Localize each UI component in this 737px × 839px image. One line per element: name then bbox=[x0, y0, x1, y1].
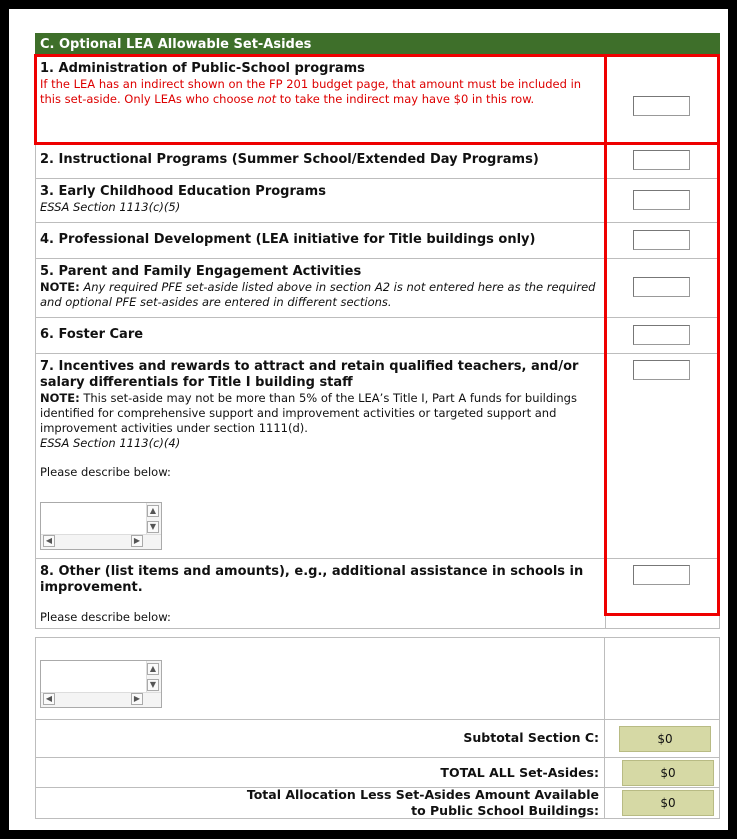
row-administration bbox=[35, 56, 720, 143]
scroll-down-icon[interactable]: ▼ bbox=[147, 679, 159, 691]
row-title: 1. Administration of Public-School programs bbox=[40, 61, 365, 76]
scroll-up-icon[interactable]: ▲ bbox=[147, 663, 159, 675]
set-asides-panel bbox=[27, 22, 719, 819]
row-citation: ESSA Section 1113(c)(5) bbox=[40, 200, 181, 214]
administration-amount-input[interactable] bbox=[633, 96, 690, 116]
row-instructional bbox=[35, 143, 720, 179]
row-title: 7. Incentives and rewards to attract and retain qualified teachers, and/or salary differentials for Title I building staff bbox=[40, 359, 579, 390]
section-header: C. Optional LEA Allowable Set-Asides bbox=[35, 33, 720, 56]
total-row bbox=[36, 758, 719, 788]
row-title: 2. Instructional Programs (Summer School/Extended Day Programs) bbox=[40, 152, 539, 167]
row-note: NOTE: Any required PFE set-aside listed above in section A2 is not entered here as the required and optional PFE set-asides are entered in different sections. bbox=[40, 280, 596, 309]
incentives-description-textarea[interactable] bbox=[40, 502, 162, 550]
horizontal-scrollbar[interactable] bbox=[41, 534, 161, 549]
total-label: TOTAL ALL Set-Asides: bbox=[440, 765, 599, 780]
subtotal-label: Subtotal Section C: bbox=[463, 730, 599, 745]
row-title: 6. Foster Care bbox=[40, 327, 144, 342]
row-title: 4. Professional Development (LEA initiative for Title buildings only) bbox=[40, 232, 536, 247]
page bbox=[9, 9, 728, 830]
scroll-left-icon[interactable]: ◀ bbox=[43, 693, 55, 705]
other-description-textarea[interactable] bbox=[40, 660, 162, 708]
scroll-left-icon[interactable]: ◀ bbox=[43, 535, 55, 547]
row-title: 5. Parent and Family Engagement Activities bbox=[40, 264, 362, 279]
subtotal-row bbox=[36, 720, 719, 758]
row-foster-care bbox=[35, 318, 720, 354]
allocation-label: Total Allocation Less Set-Asides Amount Available to Public School Buildings: bbox=[246, 787, 599, 818]
row-other bbox=[35, 559, 720, 629]
describe-label: Please describe below: bbox=[40, 465, 171, 479]
allocation-value: $0 bbox=[622, 790, 714, 816]
row-title: 3. Early Childhood Education Programs bbox=[40, 184, 326, 199]
incentives-amount-input[interactable] bbox=[633, 360, 690, 380]
totals-section bbox=[35, 637, 720, 819]
other-amount-input[interactable] bbox=[633, 565, 690, 585]
early-childhood-amount-input[interactable] bbox=[633, 190, 690, 210]
row-citation: ESSA Section 1113(c)(4) bbox=[40, 436, 181, 450]
scroll-down-icon[interactable]: ▼ bbox=[147, 521, 159, 533]
horizontal-scrollbar[interactable] bbox=[41, 692, 161, 707]
scroll-right-icon[interactable]: ▶ bbox=[131, 693, 143, 705]
describe-label: Please describe below: bbox=[40, 610, 171, 624]
other-description-row bbox=[36, 638, 719, 720]
row-professional-development bbox=[35, 223, 720, 259]
row-note: NOTE: This set-aside may not be more than 5% of the LEA’s Title I, Part A funds for buildings identified for comprehensive support and improvement activities or targeted support and improvement activities under section 1111(d). bbox=[40, 391, 577, 435]
scroll-up-icon[interactable]: ▲ bbox=[147, 505, 159, 517]
row-early-childhood bbox=[35, 179, 720, 223]
row-warning: If the LEA has an indirect shown on the FP 201 budget page, that amount must be included in this set-aside. Only LEAs who choose not to take the indirect may have $0 in this row. bbox=[40, 77, 582, 106]
professional-development-amount-input[interactable] bbox=[633, 230, 690, 250]
pfe-amount-input[interactable] bbox=[633, 277, 690, 297]
foster-care-amount-input[interactable] bbox=[633, 325, 690, 345]
row-parent-family-engagement bbox=[35, 259, 720, 318]
allocation-row bbox=[36, 788, 719, 818]
row-title: 8. Other (list items and amounts), e.g., additional assistance in schools in improvement. bbox=[40, 564, 584, 595]
subtotal-value: $0 bbox=[619, 726, 711, 752]
total-value: $0 bbox=[622, 760, 714, 786]
instructional-amount-input[interactable] bbox=[633, 150, 690, 170]
row-incentives bbox=[35, 354, 720, 559]
scroll-right-icon[interactable]: ▶ bbox=[131, 535, 143, 547]
